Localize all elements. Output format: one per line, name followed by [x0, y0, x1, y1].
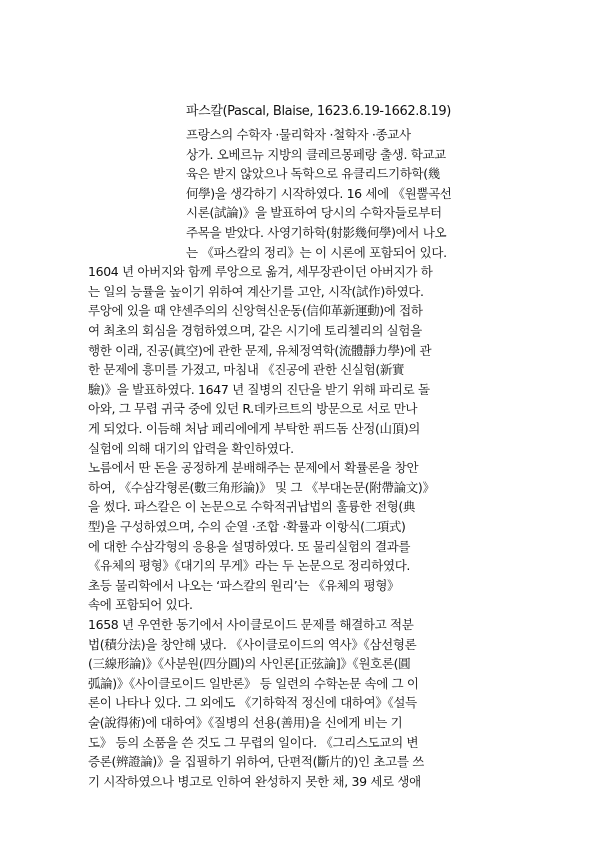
text-line: 술(說得術)에 대하여》《질병의 선용(善用)을 신에게 비는 기	[88, 715, 403, 730]
text-line: 弧論)》《사이클로이드 일반론》 등 일련의 수학논문 속에 그 이	[88, 675, 419, 691]
text-line: 노름에서 딴 돈을 공정하게 분배해주는 문제에서 확률론을 창안	[88, 460, 419, 476]
text-line: 론이 나타나 있다. 그 외에도 《기하학적 정신에 대하여》《설득	[88, 695, 417, 711]
text-line: 프랑스의 수학자 ·물리학자 ·철학자 ·종교사	[186, 127, 411, 142]
text-line: 型)을 구성하였으며, 수의 순열 ·조합 ·확률과 이항식(二項式)	[88, 519, 406, 534]
text-line: 는 일의 능률을 높이기 위하여 계산기를 고안, 시작(試作)하였다.	[88, 283, 424, 299]
text-line: 한 문제에 흥미를 가졌고, 마침내 《진공에 관한 신실험(新實	[88, 362, 405, 378]
text-line: 하여, 《수삼각형론(數三角形論)》 및 그 《부대논문(附帶論文)》	[88, 479, 435, 495]
text-line: 실험에 의해 대기의 압력을 확인하였다.	[88, 440, 294, 456]
text-line: 는 《파스칼의 정리》는 이 시론에 포함되어 있다.	[186, 244, 447, 260]
text-line: 증론(辨證論)》을 집필하기 위하여, 단편적(斷片的)인 초고를 쓰	[88, 754, 424, 770]
text-line: 시론(試論)》을 발표하여 당시의 수학자들로부터	[186, 205, 442, 221]
text-line: 에 대한 수삼각형의 응용을 설명하였다. 또 물리실험의 결과를	[88, 538, 411, 554]
text-line: 육은 받지 않았으나 독학으로 유클리드기하학(幾	[186, 166, 440, 182]
text-line: 초등 물리학에서 나오는 ‘파스칼의 원리’는 《유체의 평형》	[88, 577, 400, 593]
text-line: 게 되었다. 이듬해 처남 페리에에게 부탁한 퓌드돔 산정(山頂)의	[88, 421, 421, 436]
text-line: 아와, 그 무렵 귀국 중에 있던 R.데카르트의 방문으로 서로 만나	[88, 401, 418, 417]
text-line: 1658 년 우연한 동기에서 사이클로이드 문제를 해결하고 적분	[88, 617, 414, 632]
text-line: 주목을 받았다. 사영기하학(射影幾何學)에서 나오	[186, 225, 447, 240]
text-line: 何學)을 생각하기 시작하였다. 16 세에 《원뿔곡선	[186, 185, 452, 201]
text-line: 속에 포함되어 있다.	[88, 597, 193, 613]
text-line: 을 썼다. 파스칼은 이 논문으로 수학적귀납법의 훌륭한 전형(典	[88, 499, 416, 515]
text-line: 여 최초의 회심을 경험하였으며, 같은 시기에 토리첼리의 실험을	[88, 323, 422, 338]
text-line: (三線形論)》《사분원(四分圓)의 사인론[正弦論]》《원호론(圓	[88, 656, 411, 672]
document-title: 파스칼(Pascal, Blaise, 1623.6.19-1662.8.19)	[186, 104, 451, 119]
text-line: 법(積分法)을 창안해 냈다. 《사이클로이드의 역사》《삼선형론	[88, 636, 417, 652]
text-line: 도》 등의 소품을 쓴 것도 그 무렵의 일이다. 《그리스도교의 변	[88, 734, 419, 750]
text-line: 《유체의 평형》《대기의 무게》라는 두 논문으로 정리하였다.	[88, 558, 411, 574]
text-line: 1604 년 아버지와 함께 루앙으로 옮겨, 세무장관이던 아버지가 하	[88, 264, 433, 280]
text-line: 상가. 오베르뉴 지방의 클레르몽페랑 출생. 학교교	[186, 146, 446, 162]
text-line: 기 시작하였으나 병고로 인하여 완성하지 못한 채, 39 세로 생애	[88, 773, 421, 789]
text-line: 루앙에 있을 때 얀센주의의 신앙혁신운동(信仰革新運動)에 접하	[88, 303, 423, 319]
text-line: 행한 이래, 진공(眞空)에 관한 문제, 유체정역학(流體靜力學)에 관	[88, 342, 432, 358]
text-line: 驗)》을 발표하였다. 1647 년 질병의 진단을 받기 위해 파리로 돌	[88, 381, 430, 397]
